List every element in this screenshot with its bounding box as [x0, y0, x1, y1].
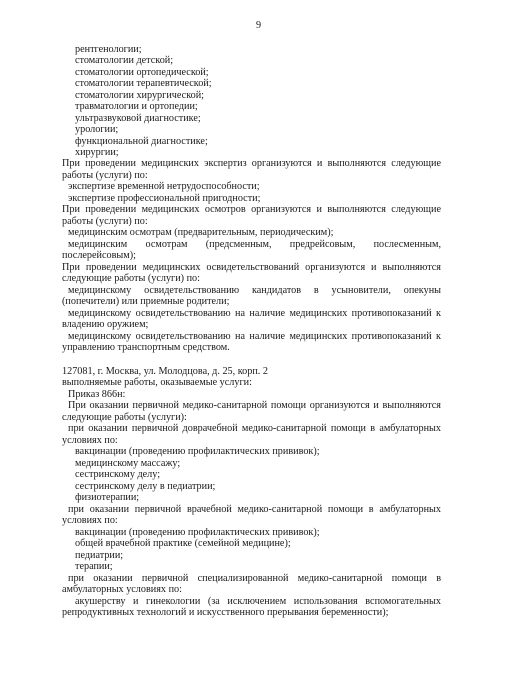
text-line: работы (услуги) по:	[62, 216, 148, 227]
text-line: сестринскому делу;	[75, 469, 161, 480]
page-number: 9	[255, 20, 262, 31]
text-line: медицинскому освидетельствованию кандидатов в усыновители, опекуны	[68, 285, 441, 296]
text-line: амбулаторных условиях по:	[62, 584, 182, 595]
text-line: медицинским осмотрам (предварительным, периодическим);	[68, 227, 334, 238]
text-line: вакцинации (проведению профилактических прививок);	[75, 527, 320, 538]
text-line: репродуктивных технологий и искусственного прерывания беременности);	[62, 607, 389, 618]
text-line: стоматологии хирургической;	[75, 90, 205, 101]
text-line: При проведении медицинских освидетельствований организуются и выполняются	[62, 262, 441, 273]
text-line: экспертизе профессиональной пригодности;	[68, 193, 261, 204]
text-line: условиях по:	[62, 435, 118, 446]
text-line: стоматологии ортопедической;	[75, 67, 209, 78]
text-line: медицинским осмотрам (предсменным, предрейсовым, послесменным,	[68, 239, 441, 250]
text-line: экспертизе временной нетрудоспособности;	[68, 181, 260, 192]
text-line: условиях по:	[62, 515, 118, 526]
text-line: травматологии и ортопедии;	[75, 101, 198, 112]
text-line: следующие работы (услуги):	[62, 412, 187, 423]
text-line: медицинскому массажу;	[75, 458, 181, 469]
text-line: ультразвуковой диагностике;	[75, 113, 201, 124]
text-line: управлению транспортным средством.	[62, 342, 230, 353]
text-line: хирургии;	[75, 147, 119, 158]
text-line: выполняемые работы, оказываемые услуги:	[62, 377, 252, 388]
text-line: 127081, г. Москва, ул. Молодцова, д. 25, корп. 2	[62, 366, 268, 377]
text-line: при оказании первичной специализированной медико-санитарной помощи в	[68, 573, 441, 584]
text-line: При проведении медицинских осмотров организуются и выполняются следующие	[62, 204, 441, 215]
text-line: физиотерапии;	[75, 492, 140, 503]
text-line: (попечители) или приемные родители;	[62, 296, 230, 307]
text-line: послерейсовым);	[62, 250, 136, 261]
text-line: функциональной диагностике;	[75, 136, 208, 147]
text-line: урологии;	[75, 124, 119, 135]
text-line: рентгенологии;	[75, 44, 142, 55]
text-line: медицинскому освидетельствованию на наличие медицинских противопоказаний к	[68, 308, 441, 319]
text-line: акушерству и гинекологии (за исключением использования вспомогательных	[75, 596, 441, 607]
text-line: работы (услуги) по:	[62, 170, 148, 181]
text-line: При проведении медицинских экспертиз организуются и выполняются следующие	[62, 158, 441, 169]
text-line: Приказ 866н:	[68, 389, 126, 400]
text-line: стоматологии терапевтической;	[75, 78, 212, 89]
text-line: владению оружием;	[62, 319, 149, 330]
text-line: вакцинации (проведению профилактических прививок);	[75, 446, 320, 457]
text-line: при оказании первичной врачебной медико-санитарной помощи в амбулаторных	[68, 504, 441, 515]
text-line: стоматологии детской;	[75, 55, 174, 66]
text-line: терапии;	[75, 561, 113, 572]
text-line: медицинскому освидетельствованию на наличие медицинских противопоказаний к	[68, 331, 441, 342]
text-line: при оказании первичной доврачебной медико-санитарной помощи в амбулаторных	[68, 423, 441, 434]
text-line: педиатрии;	[75, 550, 124, 561]
text-line: сестринскому делу в педиатрии;	[75, 481, 216, 492]
text-line: При оказании первичной медико-санитарной помощи организуются и выполняются	[68, 400, 441, 411]
text-line: следующие работы (услуги) по:	[62, 273, 200, 284]
text-line: общей врачебной практике (семейной медицине);	[75, 538, 291, 549]
